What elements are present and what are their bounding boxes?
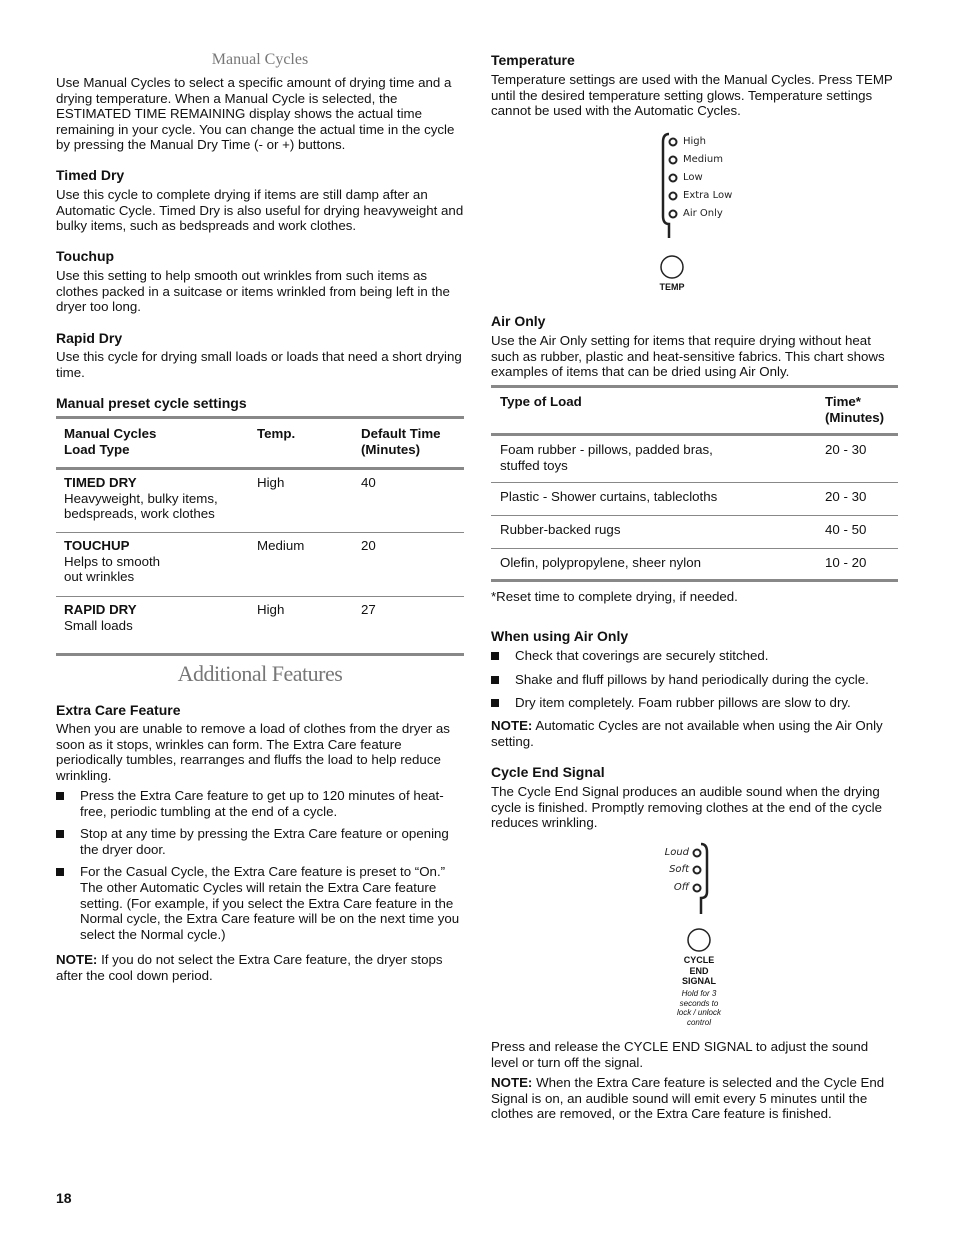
temp-level-medium: Medium bbox=[683, 154, 723, 165]
bullet-icon bbox=[56, 830, 64, 838]
cycle-end-heading: Cycle End Signal bbox=[491, 764, 605, 780]
bullet-icon bbox=[56, 792, 64, 800]
temp-level-low: Low bbox=[683, 172, 703, 183]
preset-table bbox=[56, 416, 464, 656]
air-only-table bbox=[491, 385, 898, 582]
list-item: Check that coverings are securely stitched. bbox=[491, 648, 898, 664]
table-header: Manual Cycles Load Type bbox=[64, 426, 157, 457]
signal-level-soft: Soft bbox=[669, 864, 689, 875]
page-number: 18 bbox=[56, 1190, 72, 1206]
air-only-text: Use the Air Only setting for items that require drying without heat such as rubber, plastic and heat-sensitive fabrics. This chart shows examples of items that can be dried using Air Only. bbox=[491, 333, 885, 380]
air-only-footnote: *Reset time to complete drying, if needed. bbox=[491, 589, 738, 604]
table-row: Plastic - Shower curtains, tablecloths 20 - 30 bbox=[491, 483, 898, 516]
hold-instruction: Hold for 3 seconds to lock / unlock control bbox=[676, 989, 722, 1027]
air-only-heading: Air Only bbox=[491, 313, 546, 329]
table-header-row bbox=[56, 418, 464, 469]
manual-cycles-text: Use Manual Cycles to select a specific amount of drying time and a drying temperature. When a Manual Cycle is selected, the ESTIMATED TIME REMAINING display shows the actual time remaining in your cycle. You can change the actual time in the cycle by pressing the Manual Dry Time (- or +) buttons. bbox=[56, 75, 455, 153]
list-item: Stop at any time by pressing the Extra Care feature or opening the dryer door. bbox=[56, 826, 464, 857]
temperature-heading: Temperature bbox=[491, 52, 575, 68]
signal-level-loud: Loud bbox=[664, 847, 689, 858]
when-using-note: NOTE: Automatic Cycles are not available when using the Air Only setting. bbox=[491, 718, 883, 749]
cycle-end-text: The Cycle End Signal produces an audible sound when the drying cycle is finished. Promptly removing clothes at the end of the cycle reduces wrinkling. bbox=[491, 784, 882, 831]
cycle-end-note: NOTE: When the Extra Care feature is selected and the Cycle End Signal is on, an audible sound will emit every 5 minutes until the clothes are removed, or the Extra Care feature is finished. bbox=[491, 1075, 885, 1122]
cycle-end-button-label: CYCLE END SIGNAL bbox=[681, 955, 716, 986]
cycle-end-diagram bbox=[651, 842, 751, 1028]
table-row: TIMED DRY Heavyweight, bulky items, bedspreads, work clothes High 40 bbox=[56, 469, 464, 533]
table-row: TOUCHUP Helps to smooth out wrinkles Medium 20 bbox=[56, 533, 464, 597]
temp-level-extra-low: Extra Low bbox=[683, 190, 733, 201]
rapid-dry-heading: Rapid Dry bbox=[56, 330, 123, 346]
temp-level-high: High bbox=[683, 136, 706, 147]
additional-features-title: Additional Features bbox=[177, 661, 343, 686]
extra-care-heading: Extra Care Feature bbox=[56, 702, 181, 718]
temp-control-diagram bbox=[655, 132, 775, 297]
table-header: Time* (Minutes) bbox=[825, 394, 885, 425]
press-release-text: Press and release the CYCLE END SIGNAL to adjust the sound level or turn off the signal. bbox=[491, 1039, 869, 1070]
touchup-text: Use this setting to help smooth out wrinkles from such items as clothes packed in a suitcase or items wrinkled from being left in the dryer too long. bbox=[56, 268, 450, 315]
table-row: Rubber-backed rugs 40 - 50 bbox=[491, 516, 898, 549]
rapid-dry-text: Use this cycle for drying small loads or loads that need a short drying time. bbox=[56, 349, 462, 380]
when-using-bullets bbox=[491, 648, 898, 711]
table-row: Olefin, polypropylene, sheer nylon 10 - 20 bbox=[500, 555, 867, 570]
list-item: For the Casual Cycle, the Extra Care feature is preset to “On.” The other Automatic Cycles will retain the Extra Care feature setting. (For example, if you select the Extra Care feature in the Normal cycle, the Extra Care feature will be on the next time you select the Normal cycle.) bbox=[56, 864, 464, 942]
timed-dry-heading: Timed Dry bbox=[56, 167, 125, 183]
extra-care-bullets bbox=[56, 788, 464, 942]
extra-care-text: When you are unable to remove a load of clothes from the dryer as soon as it stops, wrinkles can form. The Extra Care feature periodically tumbles, rearranges and fluffs the load to help reduce wrinkling. bbox=[56, 721, 450, 783]
touchup-heading: Touchup bbox=[56, 248, 115, 264]
table-header: Type of Load bbox=[500, 394, 582, 409]
when-using-heading: When using Air Only bbox=[491, 628, 629, 644]
table-header: Default Time (Minutes) bbox=[361, 426, 441, 457]
bullet-icon bbox=[491, 652, 499, 660]
list-item: Press the Extra Care feature to get up to 120 minutes of heat-free, periodic tumbling at the end of a cycle. bbox=[56, 788, 464, 819]
list-item: Dry item completely. Foam rubber pillows are slow to dry. bbox=[491, 695, 898, 711]
table-row: RAPID DRY Small loads High 27 bbox=[64, 602, 376, 633]
table-row: Foam rubber - pillows, padded bras, stuffed toys 20 - 30 bbox=[491, 435, 898, 483]
timed-dry-text: Use this cycle to complete drying if items are still damp after an Automatic Cycle. Timed Dry is also useful for drying heavyweight and bulky items, such as bedspreads and work clothes. bbox=[56, 187, 464, 234]
list-item: Shake and fluff pillows by hand periodically during the cycle. bbox=[491, 672, 898, 688]
bullet-icon bbox=[491, 699, 499, 707]
bullet-icon bbox=[491, 676, 499, 684]
preset-heading: Manual preset cycle settings bbox=[56, 395, 247, 411]
manual-cycles-title: Manual Cycles bbox=[211, 51, 309, 68]
table-header-row bbox=[491, 387, 898, 435]
temperature-text: Temperature settings are used with the Manual Cycles. Press TEMP until the desired temperature setting glows. Temperature settings cannot be used with the Automatic Cycles. bbox=[491, 72, 893, 119]
table-header: Temp. bbox=[257, 426, 296, 441]
temp-button-label: TEMP bbox=[659, 282, 685, 292]
extra-care-note: NOTE: If you do not select the Extra Care feature, the dryer stops after the cool down period. bbox=[56, 952, 443, 983]
bullet-icon bbox=[56, 868, 64, 876]
temp-level-air-only: Air Only bbox=[683, 208, 723, 219]
signal-level-off: Off bbox=[673, 882, 689, 893]
